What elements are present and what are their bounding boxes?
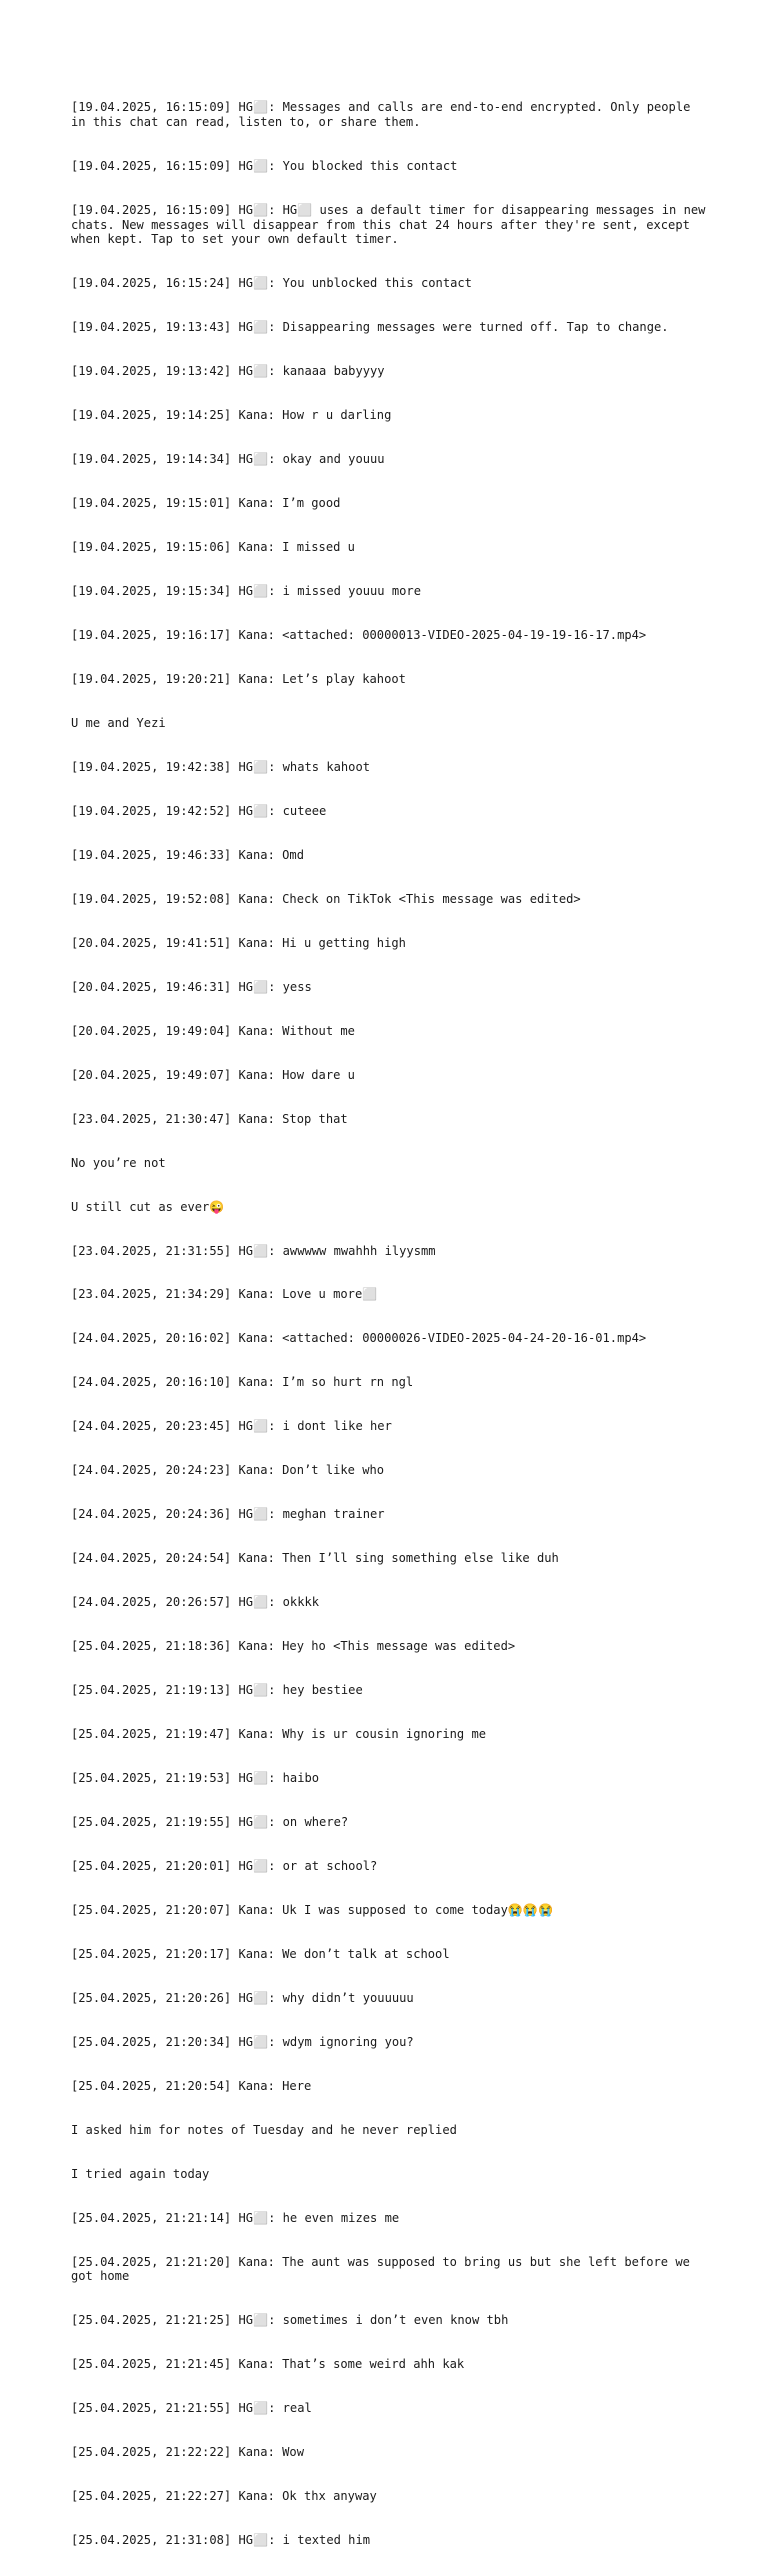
- chat-line: [23.04.2025, 21:34:29] Kana: Love u more⬜: [71, 1287, 378, 1302]
- chat-line: [19.04.2025, 19:42:38] HG⬜: whats kahoot: [71, 759, 371, 774]
- chat-line: [25.04.2025, 21:20:54] Kana: Here: [71, 2078, 312, 2093]
- chat-line: [25.04.2025, 21:21:14] HG⬜: he even mizes me: [71, 2210, 400, 2225]
- chat-line: [20.04.2025, 19:46:31] HG⬜: yess: [71, 979, 312, 994]
- chat-line: [25.04.2025, 21:20:01] HG⬜: or at school?: [71, 1859, 378, 1874]
- chat-line: [19.04.2025, 16:15:09] HG⬜: You blocked this contact: [71, 158, 458, 173]
- chat-line: [24.04.2025, 20:24:54] Kana: Then I’ll sing something else like duh: [71, 1551, 559, 1566]
- chat-line: [24.04.2025, 20:26:57] HG⬜: okkkk: [71, 1595, 320, 1610]
- chat-line: [24.04.2025, 20:24:36] HG⬜: meghan trainer: [71, 1507, 385, 1522]
- chat-line: [25.04.2025, 21:22:22] Kana: Wow: [71, 2445, 304, 2460]
- chat-line: [19.04.2025, 19:15:34] HG⬜: i missed youuu more: [71, 583, 421, 598]
- chat-line: [19.04.2025, 19:16:17] Kana: <attached: 00000013-VIDEO-2025-04-19-19-16-17.mp4>: [71, 627, 647, 642]
- chat-line: [25.04.2025, 21:19:55] HG⬜: on where?: [71, 1815, 349, 1830]
- chat-line: No you’re not: [71, 1155, 166, 1170]
- chat-line: I tried again today: [71, 2166, 210, 2181]
- chat-line: [23.04.2025, 21:31:55] HG⬜: awwwww mwahhh ilyysmm: [71, 1243, 436, 1258]
- chat-line: [25.04.2025, 21:21:45] Kana: That’s some weird ahh kak: [71, 2357, 465, 2372]
- chat-line: [19.04.2025, 16:15:09] HG⬜: Messages and calls are end-to-end encrypted. Only people in this chat can read, listen to, or share them.: [71, 100, 698, 129]
- chat-line: [25.04.2025, 21:20:07] Kana: Uk I was supposed to come today😭😭😭: [71, 1903, 554, 1918]
- chat-line: [19.04.2025, 19:20:21] Kana: Let’s play kahoot: [71, 671, 406, 686]
- chat-line: [25.04.2025, 21:31:08] HG⬜: i texted him: [71, 2533, 371, 2548]
- chat-line: [25.04.2025, 21:21:25] HG⬜: sometimes i don’t even know tbh: [71, 2313, 509, 2328]
- chat-line: [25.04.2025, 21:20:26] HG⬜: why didn’t youuuuu: [71, 1990, 414, 2005]
- chat-line: [25.04.2025, 21:18:36] Kana: Hey ho <This message was edited>: [71, 1639, 516, 1654]
- chat-line: [19.04.2025, 19:42:52] HG⬜: cuteee: [71, 803, 327, 818]
- chat-line: U me and Yezi: [71, 715, 166, 730]
- chat-line: [19.04.2025, 19:13:42] HG⬜: kanaaa babyyyy: [71, 364, 385, 379]
- chat-line: [24.04.2025, 20:16:10] Kana: I’m so hurt rn ngl: [71, 1375, 414, 1390]
- chat-transcript: [71, 71, 711, 2563]
- chat-line: [25.04.2025, 21:20:17] Kana: We don’t talk at school: [71, 1947, 450, 1961]
- chat-line: [19.04.2025, 19:46:33] Kana: Omd: [71, 847, 304, 862]
- chat-line: [24.04.2025, 20:24:23] Kana: Don’t like who: [71, 1463, 385, 1478]
- chat-line: [20.04.2025, 19:41:51] Kana: Hi u getting high: [71, 935, 406, 950]
- chat-line: I asked him for notes of Tuesday and he never replied: [71, 2122, 457, 2137]
- chat-line: [24.04.2025, 20:16:02] Kana: <attached: 00000026-VIDEO-2025-04-24-20-16-01.mp4>: [71, 1331, 647, 1346]
- chat-line: [25.04.2025, 21:21:55] HG⬜: real: [71, 2401, 312, 2416]
- chat-line: [19.04.2025, 19:13:43] HG⬜: Disappearing messages were turned off. Tap to change.: [71, 320, 669, 335]
- chat-line: [20.04.2025, 19:49:04] Kana: Without me: [71, 1023, 355, 1038]
- chat-line: [19.04.2025, 19:15:06] Kana: I missed u: [71, 540, 355, 554]
- chat-line: [25.04.2025, 21:19:53] HG⬜: haibo: [71, 1771, 320, 1786]
- chat-line: [25.04.2025, 21:20:34] HG⬜: wdym ignoring you?: [71, 2034, 414, 2049]
- chat-line: U still cut as ever😜: [71, 1199, 225, 1214]
- chat-line: [25.04.2025, 21:19:13] HG⬜: hey bestiee: [71, 1683, 363, 1698]
- chat-line: [19.04.2025, 19:15:01] Kana: I’m good: [71, 496, 341, 511]
- chat-line: [19.04.2025, 16:15:09] HG⬜: HG⬜ uses a default timer for disappearing messages in new chats. New messages will disappear from this chat 24 hours after they're sent, except when kept. Tap to set your own default timer.: [71, 202, 713, 247]
- chat-line: [20.04.2025, 19:49:07] Kana: How dare u: [71, 1067, 355, 1082]
- chat-line: [19.04.2025, 19:14:25] Kana: How r u darling: [71, 408, 392, 423]
- chat-line: [24.04.2025, 20:23:45] HG⬜: i dont like her: [71, 1419, 392, 1434]
- chat-line: [25.04.2025, 21:21:20] Kana: The aunt was supposed to bring us but she left before we got home: [71, 2254, 698, 2284]
- chat-line: [19.04.2025, 19:52:08] Kana: Check on TikTok <This message was edited>: [71, 891, 581, 906]
- chat-line: [23.04.2025, 21:30:47] Kana: Stop that: [71, 1111, 348, 1126]
- chat-line: [19.04.2025, 19:14:34] HG⬜: okay and youuu: [71, 452, 385, 467]
- chat-line: [25.04.2025, 21:19:47] Kana: Why is ur cousin ignoring me: [71, 1727, 487, 1742]
- chat-line: [25.04.2025, 21:22:27] Kana: Ok thx anyway: [71, 2489, 377, 2504]
- chat-line: [19.04.2025, 16:15:24] HG⬜: You unblocked this contact: [71, 276, 472, 291]
